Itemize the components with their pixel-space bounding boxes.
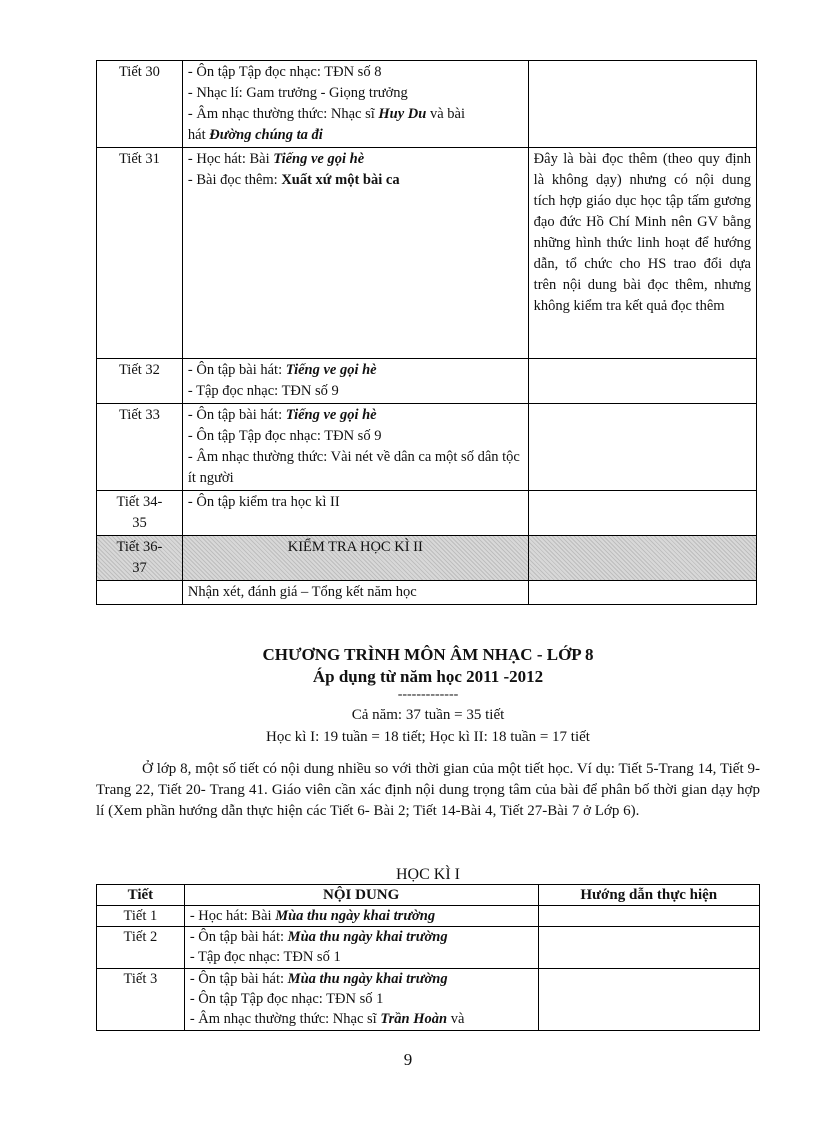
note-cell: Đây là bài đọc thêm (theo quy định là không dạy) nhưng có nội dung tích hợp giáo dục học tập tấm gương đạo đức Hồ Chí Minh nên GV bằng những hình thức linh hoạt để hướng dẫn, tổ chức cho HS trao đổi dựa trên nội dung bài đọc thêm, nhưng không kiểm tra kết quả đọc thêm [528, 148, 756, 359]
note-cell [528, 536, 756, 581]
content-cell: - Ôn tập bài hát: Tiếng ve gọi hè - Tập đọc nhạc: TĐN số 9 [182, 359, 528, 404]
content-cell: - Ôn tập bài hát: Mùa thu ngày khai trường - Ôn tập Tập đọc nhạc: TĐN số 1 - Âm nhạc thường thức: Nhạc sĩ Trần Hoàn và [184, 969, 538, 1031]
table-header-row [97, 885, 760, 906]
table-row [97, 581, 757, 605]
note-cell [538, 969, 759, 1031]
content-cell: Nhận xét, đánh giá – Tổng kết năm học [182, 581, 528, 605]
note-cell [528, 359, 756, 404]
lesson-cell: Tiết 3 [97, 969, 185, 1031]
header-guidance: Hướng dẫn thực hiện [538, 885, 759, 906]
section-subtitle: Áp dụng từ năm học 2011 -2012 [312, 667, 544, 686]
lesson-cell: Tiết 34- 35 [97, 491, 183, 536]
schedule-table-previous [96, 60, 757, 605]
table-row [97, 148, 757, 359]
schedule-table-grade8 [96, 884, 760, 1031]
divider-dashes: ------------- [397, 687, 459, 702]
table-row [97, 491, 757, 536]
semester-heading: HỌC KÌ I [396, 866, 460, 883]
note-cell [528, 404, 756, 491]
header-content: NỘI DUNG [184, 885, 538, 906]
lesson-cell: Tiết 31 [97, 148, 183, 359]
content-cell: - Ôn tập bài hát: Tiếng ve gọi hè - Ôn tập Tập đọc nhạc: TĐN số 9 - Âm nhạc thường thức: Vài nét về dân ca một số dân tộc ít người [182, 404, 528, 491]
table-row [97, 359, 757, 404]
content-cell: - Học hát: Bài Tiếng ve gọi hè - Bài đọc thêm: Xuất xứ một bài ca [182, 148, 528, 359]
table-row-exam [97, 536, 757, 581]
content-cell: KIỂM TRA HỌC KÌ II [182, 536, 528, 581]
lesson-cell: Tiết 36- 37 [97, 536, 183, 581]
page-number: 9 [403, 1050, 413, 1069]
lesson-cell: Tiết 2 [97, 927, 185, 969]
lesson-cell: Tiết 32 [97, 359, 183, 404]
content-cell: - Ôn tập kiểm tra học kì II [182, 491, 528, 536]
table-row [97, 61, 757, 148]
note-cell [538, 906, 759, 927]
semester-info: Học kì I: 19 tuần = 18 tiết; Học kì II: 18 tuần = 17 tiết [266, 729, 590, 745]
note-cell [538, 927, 759, 969]
table-row [97, 906, 760, 927]
lesson-cell: Tiết 33 [97, 404, 183, 491]
table-row [97, 404, 757, 491]
section-title: CHƯƠNG TRÌNH MÔN ÂM NHẠC - LỚP 8 [262, 645, 594, 664]
table-row [97, 927, 760, 969]
lesson-cell [97, 581, 183, 605]
content-cell: - Học hát: Bài Mùa thu ngày khai trường [184, 906, 538, 927]
lesson-cell: Tiết 1 [97, 906, 185, 927]
note-cell [528, 581, 756, 605]
header-lesson: Tiết [97, 885, 185, 906]
content-cell: - Ôn tập bài hát: Mùa thu ngày khai trường - Tập đọc nhạc: TĐN số 1 [184, 927, 538, 969]
content-cell: - Ôn tập Tập đọc nhạc: TĐN số 8 - Nhạc lí: Gam trưởng - Giọng trưởng - Âm nhạc thường thức: Nhạc sĩ Huy Du và bài hát Đường chúng ta đi [182, 61, 528, 148]
table-row [97, 969, 760, 1031]
note-cell [528, 491, 756, 536]
lesson-cell: Tiết 30 [97, 61, 183, 148]
year-info: Cả năm: 37 tuần = 35 tiết [351, 707, 505, 723]
intro-paragraph: Ở lớp 8, một số tiết có nội dung nhiều so với thời gian của một tiết học. Ví dụ: Tiết 5-Trang 14, Tiết 9- Trang 22, Tiết 20- Trang 41. Giáo viên cần xác định nội dung trọng tâm của bài để phân bố thời gian dạy hợp lí (Xem phần hướng dẫn thực hiện các Tiết 6- Bài 2; Tiết 14-Bài 4, Tiết 27-Bài 7 ở Lớp 6). [96, 761, 760, 819]
note-cell [528, 61, 756, 148]
